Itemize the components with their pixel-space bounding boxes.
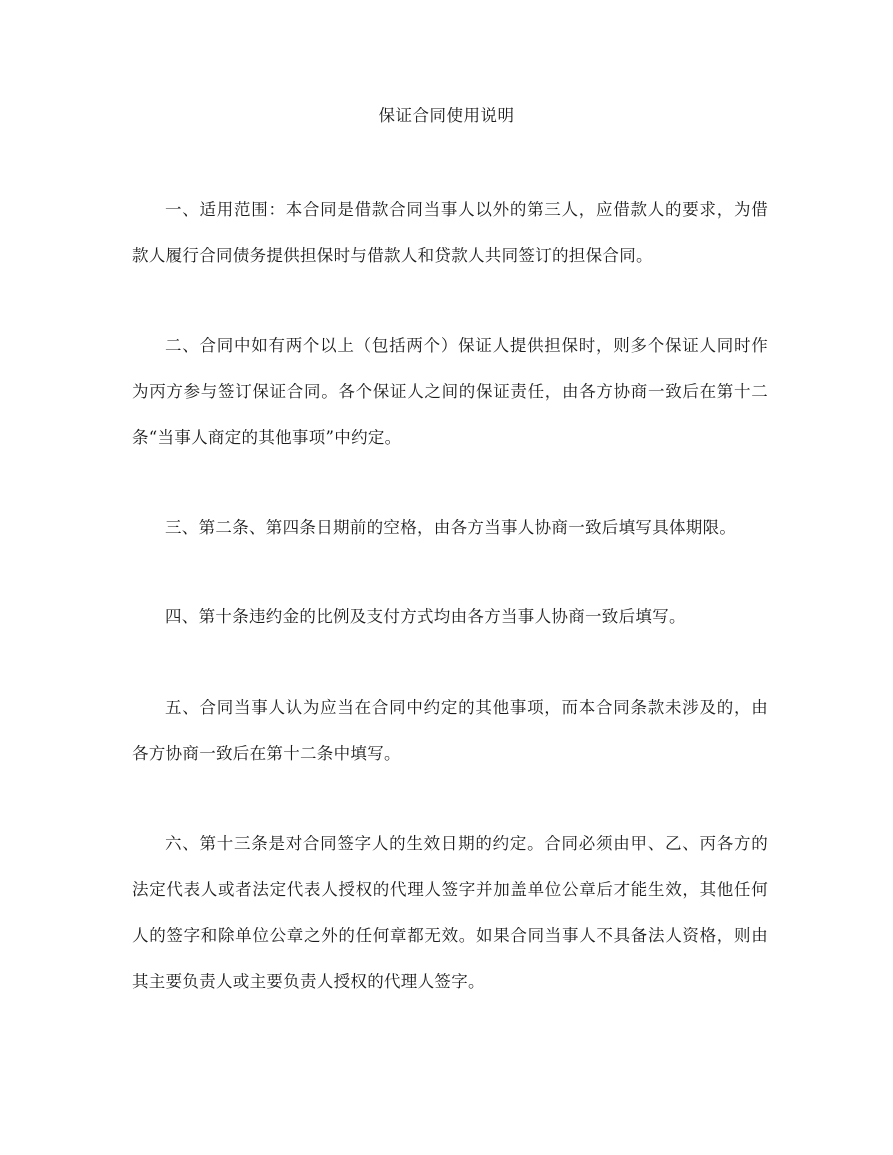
paragraph-other-matters: 五、合同当事人认为应当在合同中约定的其他事项，而本合同条款未涉及的，由各方协商一致后在第十二条中填写。 xyxy=(132,698,768,763)
paragraph-date-blanks: 三、第二条、第四条日期前的空格，由各方当事人协商一致后填写具体期限。 xyxy=(165,518,737,537)
document-title: 保证合同使用说明 xyxy=(378,106,515,125)
paragraph-scope: 一、适用范围：本合同是借款合同当事人以外的第三人，应借款人的要求，为借款人履行合同债务提供担保时与借款人和贷款人共同签订的担保合同。 xyxy=(132,200,768,265)
paragraph-multiple-guarantors: 二、合同中如有两个以上（包括两个）保证人提供担保时，则多个保证人同时作为丙方参与签订保证合同。各个保证人之间的保证责任，由各方协商一致后在第十二条“当事人商定的其他事项”中约定。 xyxy=(132,336,768,447)
paragraph-signatures: 六、第十三条是对合同签字人的生效日期的约定。合同必须由甲、乙、丙各方的法定代表人或者法定代表人授权的代理人签字并加盖单位公章后才能生效，其他任何人的签字和除单位公章之外的任何章都无效。如果合同当事人不具备法人资格，则由其主要负责人或主要负责人授权的代理人签字。 xyxy=(132,834,768,991)
paragraph-penalty: 四、第十条违约金的比例及支付方式均由各方当事人协商一致后填写。 xyxy=(165,607,686,626)
